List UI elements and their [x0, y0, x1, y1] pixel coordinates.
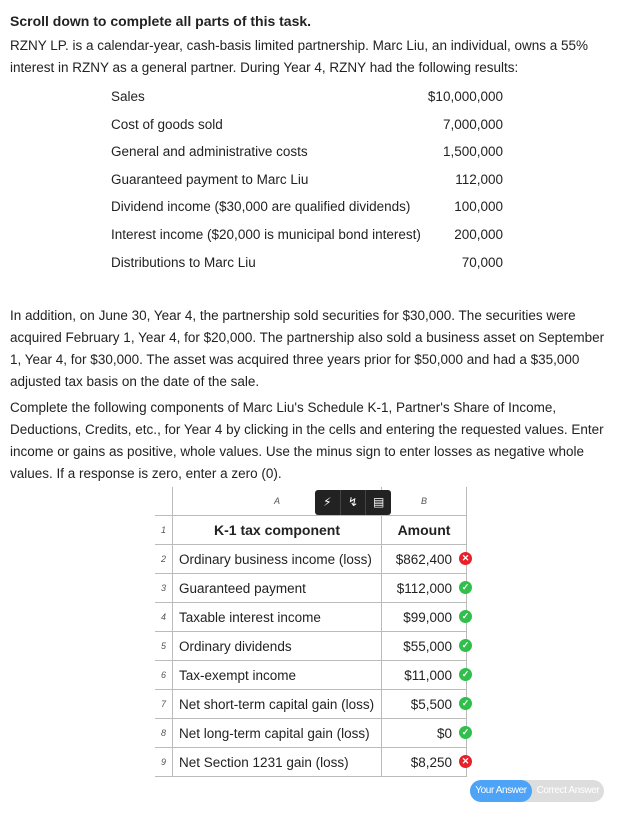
result-value: 112,000: [455, 171, 503, 187]
result-row: [111, 255, 503, 275]
amount-value: $55,000: [403, 638, 453, 654]
result-value: 7,000,000: [442, 116, 503, 132]
amount-cell[interactable]: [382, 545, 470, 574]
result-label: Interest income ($20,000 is municipal bond interest): [111, 227, 421, 242]
notes-icon[interactable]: ▤: [373, 495, 385, 509]
amount-cell[interactable]: [382, 603, 470, 632]
component-cell[interactable]: Taxable interest income: [173, 603, 382, 632]
result-label: General and administrative costs: [111, 144, 308, 160]
x-icon: ✕: [459, 552, 472, 565]
amount-value: $11,000: [404, 667, 453, 683]
row-number: 5: [155, 632, 173, 661]
table-row: [155, 574, 467, 603]
check-icon: ✓: [459, 610, 472, 623]
result-label: Sales: [111, 89, 145, 104]
table-row: [155, 661, 467, 690]
amount-value: $862,400: [395, 551, 453, 567]
result-value: 1,500,000: [442, 144, 503, 160]
result-row: [111, 227, 503, 247]
result-row: [111, 117, 503, 137]
row-number: 9: [155, 748, 173, 777]
result-value: 200,000: [454, 227, 503, 242]
amount-cell[interactable]: [382, 574, 470, 603]
check-icon: ✓: [459, 639, 472, 652]
check-icon: ✓: [459, 668, 472, 681]
component-cell[interactable]: Net long-term capital gain (loss): [173, 719, 382, 748]
component-cell[interactable]: Net short-term capital gain (loss): [173, 690, 382, 719]
table-row: [155, 748, 467, 777]
lightning-icon[interactable]: ⚡︎: [315, 490, 341, 515]
table-row: [155, 690, 467, 719]
column-header-b[interactable]: B: [382, 487, 467, 516]
result-value: 70,000: [461, 254, 503, 270]
amount-cell[interactable]: [382, 632, 470, 661]
amount-value: $99,000: [403, 609, 453, 625]
amount-cell[interactable]: [382, 748, 470, 777]
amount-value: $5,500: [410, 696, 453, 712]
row-number: 6: [155, 661, 173, 690]
row-number: 2: [155, 545, 173, 574]
check-icon: ✓: [459, 726, 472, 739]
header-cell-amount[interactable]: Amount: [382, 516, 467, 545]
component-cell[interactable]: Tax-exempt income: [173, 661, 382, 690]
table-row: [155, 632, 467, 661]
result-label: Cost of goods sold: [111, 116, 223, 132]
result-value: $10,000,000: [427, 89, 503, 104]
result-row: [111, 199, 503, 219]
result-label: Dividend income ($30,000 are qualified dividends): [111, 199, 411, 215]
result-row: [111, 144, 503, 164]
result-row: [111, 172, 503, 192]
clear-lightning-icon[interactable]: ↯: [341, 490, 367, 515]
check-icon: ✓: [459, 697, 472, 710]
row-number: 3: [155, 574, 173, 603]
table-row: [155, 603, 467, 632]
row-number: 8: [155, 719, 173, 748]
component-cell[interactable]: Guaranteed payment: [173, 574, 382, 603]
amount-value: $8,250: [410, 754, 453, 770]
additional-info-text: In addition, on June 30, Year 4, the partnership sold securities for $30,000. The securities were acquired February 1, Year 4, for $20,000. The partnership also sold a business asset on September 1, Year 4, for $30,000. The asset was acquired three years prior for $50,000 and had a $35,000 adjusted tax basis on the date of the sale.: [10, 308, 605, 389]
amount-cell[interactable]: [382, 719, 470, 748]
component-cell[interactable]: Ordinary business income (loss): [173, 545, 382, 574]
check-icon: ✓: [459, 581, 472, 594]
table-row: [155, 545, 467, 574]
row-number: 4: [155, 603, 173, 632]
k1-spreadsheet: [155, 487, 470, 777]
task-title: Scroll down to complete all parts of this task.: [10, 13, 312, 29]
instructions-text: Complete the following components of Marc Liu's Schedule K-1, Partner's Share of Income, Deductions, Credits, etc., for Year 4 by clicking in the cells and entering the requested values. Enter income or gains as positive, whole values. Use the minus sign to enter losses as negative whole values. If a response is zero, enter a zero (0).: [10, 400, 604, 481]
your-answer-button[interactable]: Your Answer: [470, 780, 532, 802]
result-label: Distributions to Marc Liu: [111, 254, 256, 270]
table-row: [155, 719, 467, 748]
amount-cell[interactable]: [382, 661, 470, 690]
column-header-a[interactable]: A: [173, 487, 382, 516]
amount-cell[interactable]: [382, 690, 470, 719]
component-cell[interactable]: Ordinary dividends: [173, 632, 382, 661]
component-cell[interactable]: Net Section 1231 gain (loss): [173, 748, 382, 777]
amount-value: $0: [436, 725, 453, 741]
x-icon: ✕: [459, 755, 472, 768]
row-number: 1: [155, 516, 173, 545]
result-row: [111, 89, 503, 109]
result-label: Guaranteed payment to Marc Liu: [111, 171, 309, 187]
correct-answer-button[interactable]: Correct Answer: [536, 785, 600, 796]
result-value: 100,000: [454, 199, 503, 215]
cell-toolbar: [315, 490, 391, 515]
amount-value: $112,000: [396, 580, 453, 596]
row-number: 7: [155, 690, 173, 719]
intro-text: RZNY LP. is a calendar-year, cash-basis limited partnership. Marc Liu, an individual, owns a 55% interest in RZNY as a general partner. During Year 4, RZNY had the following results:: [10, 38, 589, 75]
header-cell-component[interactable]: K-1 tax component: [173, 516, 382, 545]
answer-toggle: [470, 780, 604, 802]
